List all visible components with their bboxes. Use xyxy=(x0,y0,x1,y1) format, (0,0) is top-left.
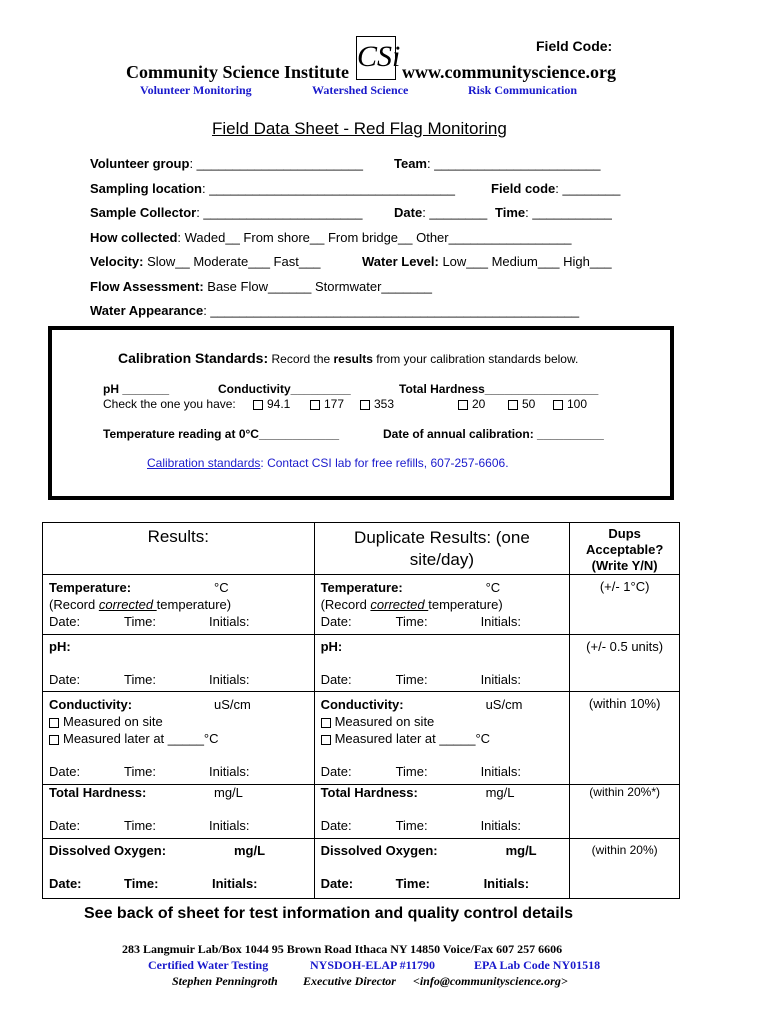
dup-hardness-cell[interactable]: Total Hardness: mg/L Date: Time: Initials: xyxy=(314,785,570,839)
cond-option-353[interactable]: 353 xyxy=(360,397,394,411)
see-back-note: See back of sheet for test information and quality control details xyxy=(84,905,573,922)
director-name: Stephen Penningroth xyxy=(172,974,278,988)
temp-accept-cell[interactable]: (+/- 1°C) xyxy=(570,575,680,635)
water-appearance-field[interactable]: Water Appearance: ___________________________________________________ xyxy=(90,303,580,318)
email-link[interactable]: <info@communityscience.org> xyxy=(413,974,568,988)
hardness-row xyxy=(43,785,680,839)
volunteer-group-field[interactable]: Volunteer group: _______________________ xyxy=(90,156,363,171)
program-volunteer: Volunteer Monitoring xyxy=(140,83,252,97)
org-name: Community Science Institute xyxy=(126,62,349,82)
checkbox-icon xyxy=(360,400,370,410)
page-title: Field Data Sheet - Red Flag Monitoring xyxy=(212,119,507,138)
ph-row xyxy=(43,635,680,692)
dup-temperature-cell[interactable]: Temperature: °C (Record corrected temperature) Date: Time: Initials: xyxy=(314,575,570,635)
ph-accept-cell[interactable]: (+/- 0.5 units) xyxy=(570,635,680,692)
checkbox-icon xyxy=(310,400,320,410)
program-risk: Risk Communication xyxy=(468,83,578,97)
cal-hardness-field[interactable]: Total Hardness_________________ xyxy=(399,382,599,396)
hard-option-20[interactable]: 20 xyxy=(458,397,485,411)
flow-assessment-field[interactable]: Flow Assessment: Base Flow______ Stormwater_______ xyxy=(90,279,433,294)
hardness-cell[interactable]: Total Hardness: mg/L Date: Time: Initials: xyxy=(43,785,315,839)
ph-cell[interactable]: pH: Date: Time: Initials: xyxy=(43,635,315,692)
field-code-label: Field Code: xyxy=(536,38,613,54)
duplicate-header: Duplicate Results: (one site/day) xyxy=(314,523,570,575)
team-field[interactable]: Team: _______________________ xyxy=(394,156,601,171)
table-header-row xyxy=(43,523,680,575)
certified-water-testing: Certified Water Testing xyxy=(148,958,269,972)
do-row xyxy=(43,839,680,899)
time-field[interactable]: Time: ___________ xyxy=(495,205,612,220)
program-watershed: Watershed Science xyxy=(312,83,409,97)
temp-reading-field[interactable]: Temperature reading at 0°C____________ xyxy=(103,427,340,441)
check-label: Check the one you have: xyxy=(103,397,236,411)
checkbox-icon[interactable] xyxy=(321,735,331,745)
date-field[interactable]: Date: ________ xyxy=(394,205,488,220)
velocity-field[interactable]: Velocity: Slow__ Moderate___ Fast___ xyxy=(90,254,321,269)
results-header: Results: xyxy=(43,523,315,575)
csi-logo: CSi xyxy=(356,36,396,80)
dup-ph-cell[interactable]: pH: Date: Time: Initials: xyxy=(314,635,570,692)
dup-do-cell[interactable]: Dissolved Oxygen: mg/L Date: Time: Initials: xyxy=(314,839,570,899)
dups-header: Dups Acceptable? (Write Y/N) xyxy=(570,523,680,575)
checkbox-icon[interactable] xyxy=(49,718,59,728)
temperature-row xyxy=(43,575,680,635)
checkbox-icon[interactable] xyxy=(49,735,59,745)
hard-option-100[interactable]: 100 xyxy=(553,397,587,411)
do-cell[interactable]: Dissolved Oxygen: mg/L Date: Time: Initials: xyxy=(43,839,315,899)
checkbox-icon xyxy=(508,400,518,410)
checkbox-icon xyxy=(253,400,263,410)
director-title: Executive Director xyxy=(303,974,396,988)
checkbox-icon[interactable] xyxy=(321,718,331,728)
sample-collector-field[interactable]: Sample Collector: ______________________ xyxy=(90,205,363,220)
footer-address: 283 Langmuir Lab/Box 1044 95 Brown Road Ithaca NY 14850 Voice/Fax 607 257 6606 xyxy=(122,942,563,956)
hard-option-50[interactable]: 50 xyxy=(508,397,535,411)
water-level-field[interactable]: Water Level: Low___ Medium___ High___ xyxy=(362,254,612,269)
cond-accept-cell[interactable]: (within 10%) xyxy=(570,692,680,785)
checkbox-icon xyxy=(458,400,468,410)
conductivity-row xyxy=(43,692,680,785)
cal-ph-field[interactable]: pH _______ xyxy=(103,382,170,396)
temperature-cell[interactable]: Temperature: °C (Record corrected temperature) Date: Time: Initials: xyxy=(43,575,315,635)
dup-conductivity-cell[interactable]: Conductivity: uS/cm Measured on site Measured later at _____°C Date: Time: Initials: xyxy=(314,692,570,785)
calibration-heading: Calibration Standards: Record the results from your calibration standards below. xyxy=(118,350,579,366)
nysdoh-elap: NYSDOH-ELAP #11790 xyxy=(310,958,436,972)
how-collected-field[interactable]: How collected: Waded__ From shore__ From bridge__ Other_________________ xyxy=(90,230,572,245)
results-table xyxy=(42,522,680,899)
annual-calibration-field[interactable]: Date of annual calibration: __________ xyxy=(383,427,604,441)
sampling-location-field[interactable]: Sampling location: __________________________________ xyxy=(90,181,456,196)
epa-lab-code: EPA Lab Code NY01518 xyxy=(474,958,601,972)
checkbox-icon xyxy=(553,400,563,410)
cond-option-177[interactable]: 177 xyxy=(310,397,344,411)
hard-accept-cell[interactable]: (within 20%*) xyxy=(570,785,680,839)
calibration-contact: Calibration standards: Contact CSI lab for free refills, 607-257-6606. xyxy=(147,456,509,470)
cond-option-94[interactable]: 94.1 xyxy=(253,397,290,411)
cal-conductivity-field[interactable]: Conductivity_________ xyxy=(218,382,351,396)
conductivity-cell[interactable]: Conductivity: uS/cm Measured on site Measured later at _____°C Date: Time: Initials: xyxy=(43,692,315,785)
website[interactable]: www.communityscience.org xyxy=(402,62,616,82)
do-accept-cell[interactable]: (within 20%) xyxy=(570,839,680,899)
calibration-standards-link[interactable]: Calibration standards xyxy=(147,456,261,470)
field-code-field[interactable]: Field code: ________ xyxy=(491,181,621,196)
